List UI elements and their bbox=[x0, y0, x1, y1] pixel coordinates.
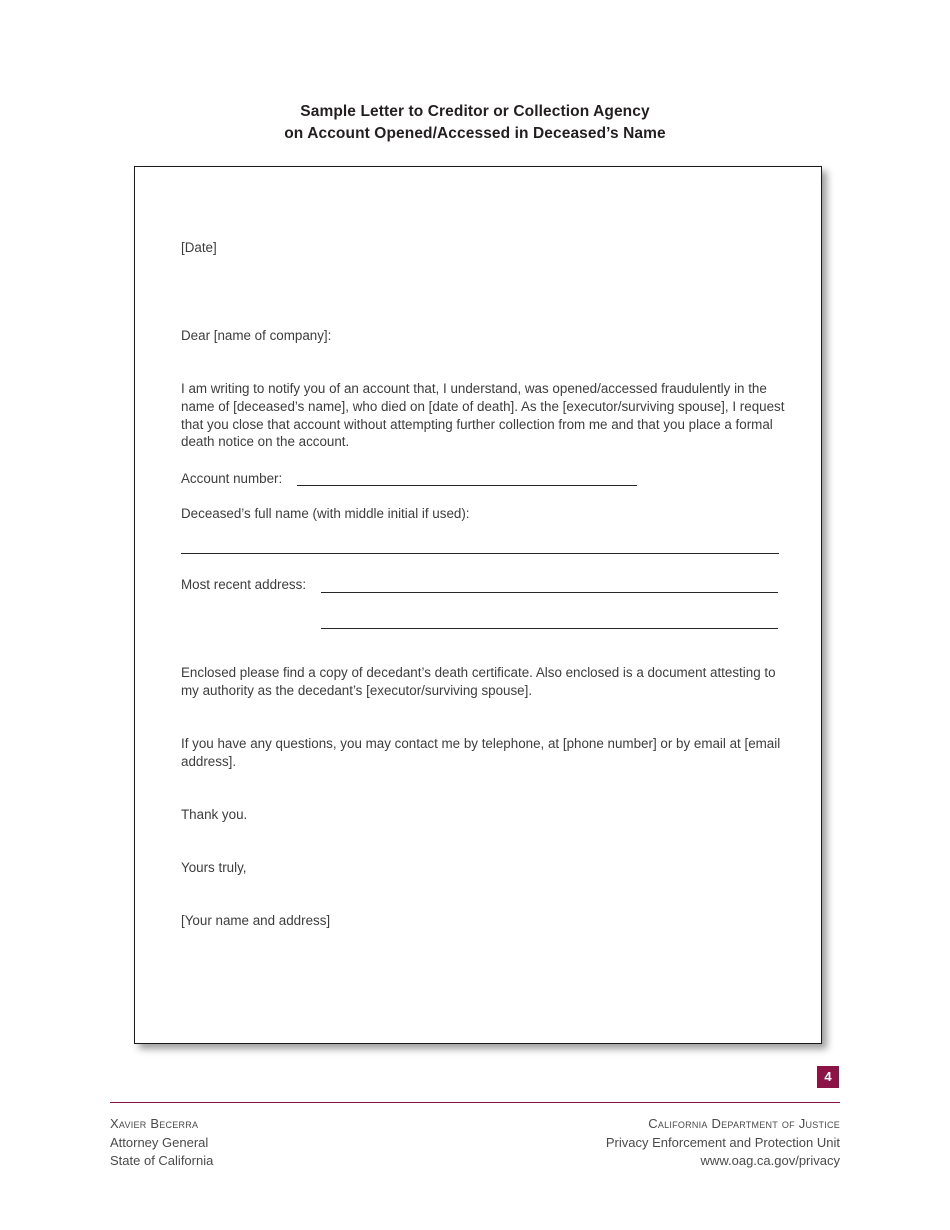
letter-signature-placeholder: [Your name and address] bbox=[181, 913, 331, 928]
footer-right-block bbox=[606, 1115, 840, 1171]
field-rule-address-line-2 bbox=[321, 628, 778, 629]
field-label-deceased-name: Deceased’s full name (with middle initial if used): bbox=[181, 506, 470, 521]
letter-paragraph-1: I am writing to notify you of an account that, I understand, was opened/accessed fraudulently in the name of [deceased’s name], who died on [date of death]. As the [executor/surviving spouse], I request that you close that account without attempting further collection from me and that you place a formal death notice on the account. bbox=[181, 381, 789, 450]
footer-attorney-general-name: Xavier Becerra bbox=[110, 1116, 199, 1131]
page-title bbox=[0, 101, 950, 145]
footer-department: California Department of Justice bbox=[648, 1116, 840, 1131]
footer-left-block bbox=[110, 1115, 213, 1171]
footer-attorney-general-title: Attorney General bbox=[110, 1134, 209, 1150]
footer-jurisdiction: State of California bbox=[110, 1153, 214, 1168]
footer-divider bbox=[110, 1102, 840, 1103]
field-rule-account-number bbox=[297, 485, 637, 486]
field-label-account-number: Account number: bbox=[181, 471, 283, 486]
letter-date-placeholder: [Date] bbox=[181, 240, 217, 255]
field-rule-deceased-name bbox=[181, 553, 779, 554]
footer-unit: Privacy Enforcement and Protection Unit bbox=[605, 1134, 840, 1150]
field-rule-address-line-1 bbox=[321, 592, 778, 593]
letter-content bbox=[181, 167, 793, 1043]
letter-closing: Yours truly, bbox=[181, 860, 247, 875]
page-title-line-1: Sample Letter to Creditor or Collection Agency bbox=[300, 103, 650, 120]
field-label-recent-address: Most recent address: bbox=[181, 577, 307, 592]
page-title-line-2: on Account Opened/Accessed in Deceased’s Name bbox=[284, 125, 666, 142]
letter-salutation: Dear [name of company]: bbox=[181, 328, 332, 343]
letter-thanks: Thank you. bbox=[181, 807, 248, 822]
sample-letter-sheet bbox=[134, 166, 822, 1044]
page-number-badge: 4 bbox=[817, 1066, 839, 1088]
letter-paragraph-3: If you have any questions, you may contact me by telephone, at [phone number] or by email at [email address]. bbox=[181, 736, 784, 769]
footer-website[interactable]: www.oag.ca.gov/privacy bbox=[700, 1153, 840, 1168]
letter-paragraph-2: Enclosed please find a copy of decedant’s death certificate. Also enclosed is a document attesting to my authority as the decedant’s [executor/surviving spouse]. bbox=[181, 665, 780, 698]
